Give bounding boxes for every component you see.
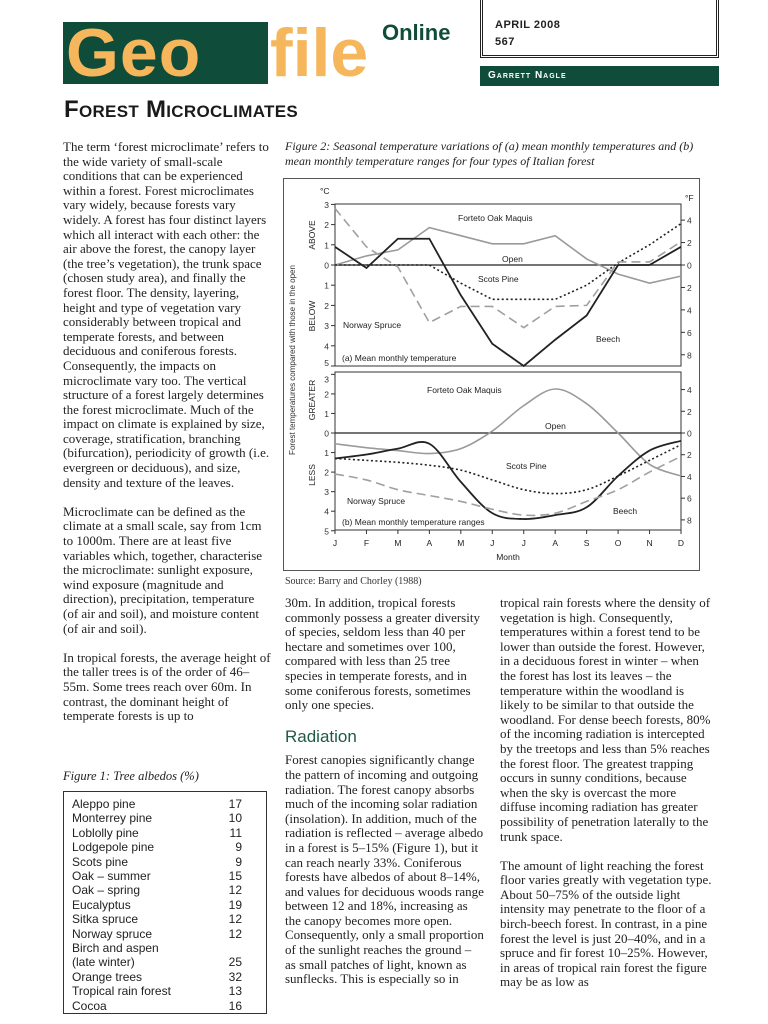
open-label: Open [502,254,523,264]
albedo-row [72,855,242,869]
y-side-label: GREATER [307,379,317,421]
unit-fahrenheit: °F [685,193,694,203]
y-tick-label: 2 [324,467,329,478]
albedo-row [72,984,242,998]
y-tick-label: 4 [324,341,329,352]
figure-2-caption: Figure 2: Seasonal temperature variations of (a) mean monthly temperatures and (b) mean monthly temperature ranges for four types of Italian forest [285,139,694,168]
y-tick-label-right: 0 [687,260,692,271]
y-tick-label-right: 4 [687,471,692,482]
y-tick-label: 3 [324,374,329,385]
author-name: Garrett Nagle [480,66,719,86]
issue-box [480,0,719,58]
panel-title: (b) Mean monthly temperature ranges [342,517,485,527]
albedo-value: 13 [228,984,242,999]
y-tick-label-right: 2 [687,406,692,417]
albedo-row [72,999,242,1013]
series-label: Forteto Oak Maquis [458,213,533,223]
albedo-value: 15 [228,869,242,883]
x-tick-label: D [677,538,685,548]
tree-name: Eucalyptus [72,897,131,912]
y-side-label: ABOVE [307,220,317,250]
x-tick-label: J [490,538,495,548]
y-tick-label: 2 [324,389,329,400]
x-tick-label: O [614,538,622,548]
albedo-value: 32 [228,969,242,984]
tree-name: Orange trees [72,969,143,984]
albedo-row [72,970,242,984]
albedo-value: 10 [228,811,242,826]
albedo-value: 25 [228,955,242,970]
x-tick-label: F [363,538,370,548]
column-2 [285,596,485,1001]
albedo-value: 17 [228,797,242,811]
issue-date: APRIL 2008 [495,19,561,31]
albedo-value: 16 [228,998,242,1013]
x-tick-label: N [646,538,653,548]
albedo-value: 11 [229,825,242,840]
albedo-row [72,955,242,969]
y-tick-label-right: 8 [687,515,692,526]
y-tick-label: 1 [324,408,329,419]
tree-name: Oak – summer [72,869,151,883]
logo-online-text: Online [382,20,451,45]
series-label: Norway Spruce [347,496,406,506]
page-title: Forest Microclimates [64,96,299,123]
paragraph: Microclimate can be defined as the climate at a small scale, say from 1cm to 1000m. There are at least five variables which, together, characterise the microclimate: sunlight exposure, wind exposure (magnitude and direction), precipitation, temperature (of air and soil), and moisture content (of air and soil). [63,503,263,636]
albedo-value: 9 [235,840,242,855]
y-tick-label: 0 [324,428,329,439]
column-3 [500,596,712,1005]
albedo-value: 12 [228,912,242,927]
y-tick-label: 3 [324,199,329,210]
y-side-label: LESS [307,464,317,486]
y-tick-label-right: 2 [687,282,692,293]
section-heading-radiation: Radiation [285,727,357,747]
panel-title: (a) Mean monthly temperature [342,353,457,363]
column-1 [63,140,271,738]
paragraph: The term ‘forest microclimate’ refers to the wide variety of small-scale conditions that can be experienced within a forest. Forest microclimates vary widely, because forests vary widely. A forest has four distinct layers which all interact with each other: the air above the forest, the canopy layer (the tree’s vegetation), the trunk space (chosen study area), and finally the forest floor. The density, layering, height and type of vegetation vary considerably between tropical and temperate forests, and between deciduous and coniferous forests. Consequently, the impacts on microclimate vary too. The vertical structure of a forest largely determines the forest microclimate. Much of the impact on climate is explained by size, coverage, stratification, branching (bifurcation), periodicity of growth (i.e. evergreen or deciduous), and size, density and texture of the leaves. [63,139,270,490]
albedo-row [72,869,242,883]
figure-1-caption: Figure 1: Tree albedos (%) [63,769,199,783]
open-label: Open [545,421,566,431]
y-tick-label-right: 6 [687,493,692,504]
logo-geo-text: Geo [66,15,202,91]
albedo-value: 19 [228,897,242,912]
figure-2-chart [283,178,700,571]
paragraph: tropical rain forests where the density of vegetation is high. Consequently, temperatures within a forest tend to be lower than outside the forest. However, in a deciduous forest in winter – when the forest has lost its leaves – the temperature within the woodland is likely to be similar to that outside the woodland. For dense beech forests, 80% of the incoming radiation is intercepted by the treetops and less than 5% reaches the forest floor. The greatest trapping occurs in sunny conditions, because when the sky is overcast the more diffuse incoming radiation has greater possibility of penetration laterally to the trunk space. [500,595,711,844]
y-tick-label-right: 2 [687,450,692,461]
y-tick-label-right: 6 [687,327,692,338]
tree-name: Lodgepole pine [72,840,155,855]
paragraph: In tropical forests, the average height of the taller trees is of the order of 46–55m. Some trees reach over 60m. In contrast, the dominant height of temperate forests is up to [63,649,271,724]
series-label: Forteto Oak Maquis [427,385,502,395]
y-tick-label: 1 [324,280,329,291]
y-tick-label-right: 2 [687,238,692,249]
y-axis-label: Forest temperatures compared with those in the open [288,265,297,455]
albedo-row [72,883,242,897]
series-line-norway-spruce [335,208,681,327]
x-tick-label: S [583,538,590,548]
series-label: Beech [596,334,621,344]
tree-name: (late winter) [72,955,135,970]
albedo-table [63,791,267,1014]
y-tick-label: 1 [324,448,329,459]
y-tick-label-right: 0 [687,428,692,439]
y-tick-label-right: 8 [687,350,692,361]
unit-celsius: °C [320,186,330,196]
paragraph: Forest canopies significantly change the pattern of incoming and outgoing radiation. The forest canopy absorbs much of the incoming solar radiation (insolation). In addition, much of the radiation is reflected – average albedo in a forest is 5–15% (Figure 1), but it can reach nearly 33%. Coniferous forests have albedos of about 8–14%, and values for deciduous woods range between 12 and 18%, increasing as the canopy becomes more open. Consequently, only a small proportion of the sunlight reaches the ground – as small patches of light, known as sunflecks. This is especially so in [285,752,484,987]
tree-name: Birch and aspen [72,941,159,955]
y-tick-label: 0 [324,260,329,271]
x-axis-label: Month [496,552,520,562]
tree-name: Sitka spruce [72,912,139,927]
x-tick-label: A [552,538,559,548]
issue-number: 567 [495,36,515,48]
y-tick-label: 1 [324,240,329,251]
albedo-row [72,840,242,854]
tree-name: Cocoa [72,998,107,1013]
series-label: Norway Spruce [343,320,402,330]
series-label: Scots Pine [506,461,547,471]
tree-name: Oak – spring [72,883,141,898]
y-tick-label-right: 4 [687,385,692,396]
albedo-row [72,797,242,811]
x-tick-label: J [332,538,338,548]
albedo-row [72,826,242,840]
y-tick-label: 2 [324,300,329,311]
tree-name: Norway spruce [72,926,153,941]
tree-name: Tropical rain forest [72,984,171,999]
y-tick-label: 5 [324,526,329,537]
albedo-value: 12 [228,883,242,898]
y-tick-label-right: 4 [687,305,692,316]
tree-name: Monterrey pine [72,811,153,826]
series-label: Scots Pine [478,274,519,284]
y-side-label: BELOW [307,300,317,332]
albedo-value: 9 [235,854,242,869]
y-tick-label: 2 [324,220,329,231]
plot-area-a [335,204,681,366]
y-tick-label-right: 4 [687,215,692,226]
paragraph: 30m. In addition, tropical forests commonly possess a greater diversity of species, seldom less than 40 per hectare and sometimes over 100, compared with less than 25 tree species in temperate forests, and in some coniferous forests, sometimes only one species. [285,595,480,713]
tree-name: Aleppo pine [72,797,136,811]
albedo-value: 12 [228,926,242,941]
logo-file-text: file [270,15,369,91]
albedo-row [72,912,242,926]
x-tick-label: M [457,538,465,548]
albedo-row [72,927,242,941]
tree-name: Scots pine [72,854,129,869]
tree-name: Loblolly pine [72,825,139,840]
paragraph: The amount of light reaching the forest floor varies greatly with vegetation type. About 50–75% of the outside light intensity may penetrate to the floor of a birch-beech forest. In contrast, in a pine forest the level is just 20–40%, and in a spruce and fir forest 10–25%. However, in areas of tropical rain forest the figure may be as low as [500,857,712,990]
series-label: Beech [613,506,638,516]
x-tick-label: J [521,538,526,548]
y-tick-label: 5 [324,358,329,368]
y-tick-label: 3 [324,321,329,332]
figure-source: Source: Barry and Chorley (1988) [285,576,422,587]
x-tick-label: A [426,538,433,548]
albedo-row [72,811,242,825]
x-tick-label: M [394,538,402,548]
albedo-row [72,898,242,912]
albedo-row [72,941,242,955]
y-tick-label: 3 [324,487,329,498]
y-tick-label: 4 [324,506,329,517]
